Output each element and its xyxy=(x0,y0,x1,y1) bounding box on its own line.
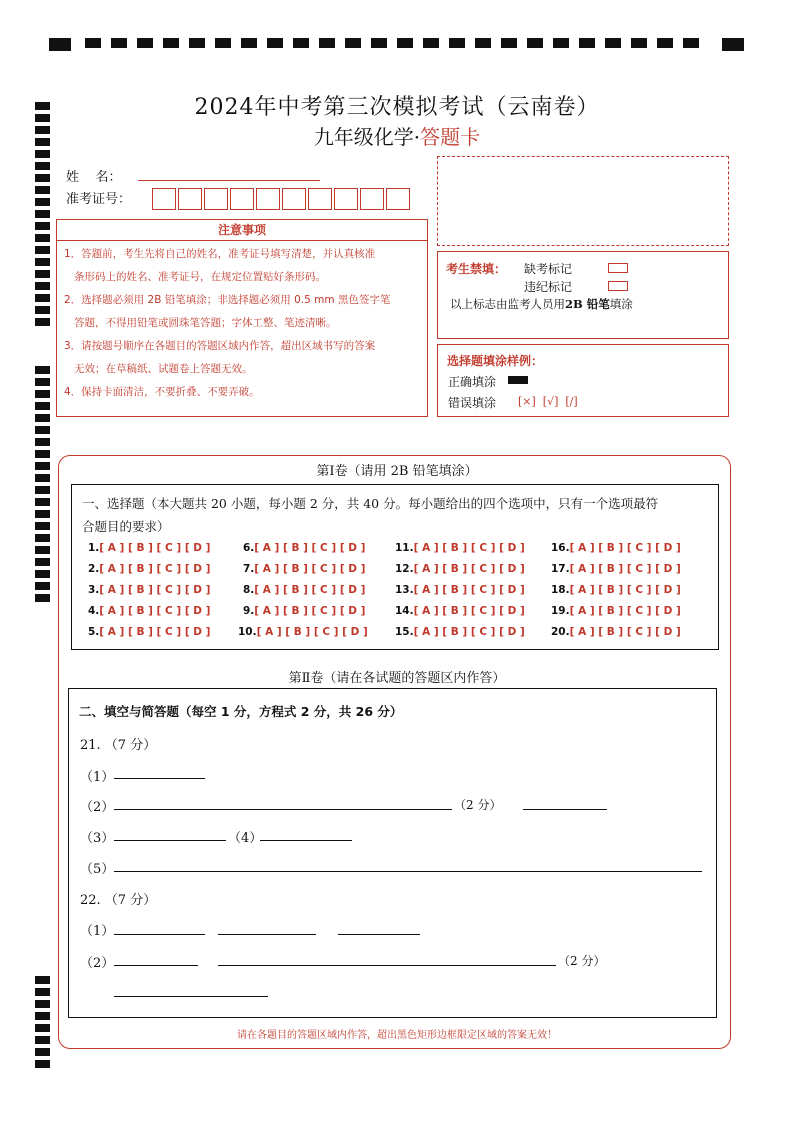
question-8[interactable]: 8.[ A ] [ B ] [ C ] [ D ] xyxy=(243,584,366,596)
question-13[interactable]: 13.[ A ] [ B ] [ C ] [ D ] xyxy=(395,584,525,596)
question-19[interactable]: 19.[ A ] [ B ] [ C ] [ D ] xyxy=(551,605,681,617)
note-line: 无效；在草稿纸、试题卷上答题无效。 xyxy=(64,363,253,375)
q21-answer-5[interactable] xyxy=(114,870,702,872)
id-digit-box[interactable] xyxy=(204,188,228,210)
q21-part5-label: （5） xyxy=(80,862,115,877)
notes-box xyxy=(56,219,428,417)
page-title: 2024年中考第三次模拟考试（云南卷） xyxy=(194,95,600,120)
note-line: 条形码上的姓名、准考证号，在规定位置贴好条形码。 xyxy=(64,271,327,283)
q22-answer-2b[interactable] xyxy=(218,964,607,966)
q21-part1-label: （1） xyxy=(80,770,115,785)
note-line: 答题，不得用铅笔或圆珠笔答题；字体工整、笔迹清晰。 xyxy=(64,317,337,329)
note-line: 2．选择题必须用 2B 铅笔填涂；非选择题必须用 0.5 mm 黑色签字笔 xyxy=(64,294,391,306)
mc-instruction-line1: 一、选择题（本大题共 20 小题，每小题 2 分，共 40 分。每小题给出的四个选项中，只有一个选项最符 xyxy=(82,496,659,511)
id-digit-box[interactable] xyxy=(152,188,176,210)
q21-answer-3[interactable] xyxy=(114,839,226,841)
id-digit-box[interactable] xyxy=(178,188,202,210)
q21-label: 21. （7 分） xyxy=(80,738,157,753)
question-14[interactable]: 14.[ A ] [ B ] [ C ] [ D ] xyxy=(395,605,525,617)
q21-part3-label: （3） xyxy=(80,831,115,846)
q21-answer-4[interactable] xyxy=(260,839,352,841)
forbidden-label: 考生禁填： xyxy=(446,262,507,276)
forbidden-note-bold: 2B 铅笔 xyxy=(565,297,610,311)
subtitle-answer-card: 答题卡 xyxy=(420,125,481,149)
q22-answer-1c[interactable] xyxy=(338,933,420,935)
forbidden-note xyxy=(450,296,633,312)
q22-label: 22. （7 分） xyxy=(80,893,157,908)
question-18[interactable]: 18.[ A ] [ B ] [ C ] [ D ] xyxy=(551,584,681,596)
q22-two-points: （2 分） xyxy=(558,954,606,968)
mc-instruction-line2: 合题目的要求） xyxy=(82,519,170,534)
q21-answer-2b[interactable] xyxy=(523,808,607,810)
fill-answer-box xyxy=(68,688,717,1018)
question-12[interactable]: 12.[ A ] [ B ] [ C ] [ D ] xyxy=(395,563,525,575)
absent-label: 缺考标记 xyxy=(524,262,573,276)
part1-heading: 第Ⅰ卷（请用 2B 铅笔填涂） xyxy=(316,464,478,479)
absent-mark-box[interactable] xyxy=(608,263,628,273)
exam-id-label: 准考证号： xyxy=(66,192,132,207)
q22-answer-1a[interactable] xyxy=(114,933,205,935)
q22-answer-2a[interactable] xyxy=(114,964,198,966)
question-2[interactable]: 2.[ A ] [ B ] [ C ] [ D ] xyxy=(88,563,211,575)
question-7[interactable]: 7.[ A ] [ B ] [ C ] [ D ] xyxy=(243,563,366,575)
notes-title: 注意事项 xyxy=(57,220,427,241)
exam-id-boxes[interactable] xyxy=(152,188,412,210)
q22-part2-label: （2） xyxy=(80,956,115,971)
question-11[interactable]: 11.[ A ] [ B ] [ C ] [ D ] xyxy=(395,542,525,554)
q21-two-points: （2 分） xyxy=(454,798,502,812)
violation-label: 违纪标记 xyxy=(524,280,573,294)
q22-answer-1b[interactable] xyxy=(218,933,316,935)
correct-fill-sample xyxy=(508,376,528,384)
violation-mark-box[interactable] xyxy=(608,281,628,291)
id-digit-box[interactable] xyxy=(334,188,358,210)
question-10[interactable]: 10.[ A ] [ B ] [ C ] [ D ] xyxy=(238,626,368,638)
candidate-forbidden-box xyxy=(437,251,729,339)
subtitle-main: 九年级化学· xyxy=(313,125,421,149)
id-digit-box[interactable] xyxy=(256,188,280,210)
q21-part4-label: （4） xyxy=(228,831,263,846)
question-3[interactable]: 3.[ A ] [ B ] [ C ] [ D ] xyxy=(88,584,211,596)
id-digit-box[interactable] xyxy=(360,188,384,210)
page-subtitle xyxy=(0,121,794,150)
id-digit-box[interactable] xyxy=(308,188,332,210)
part2-heading: 第Ⅱ卷（请在各试题的答题区内作答） xyxy=(288,671,506,686)
id-digit-box[interactable] xyxy=(230,188,254,210)
fill-sample-title: 选择题填涂样例： xyxy=(447,354,544,368)
note-line: 1．答题前，考生先将自己的姓名，准考证号填写清楚，并认真核准 xyxy=(64,248,376,260)
q21-answer-1[interactable] xyxy=(114,777,205,779)
question-9[interactable]: 9.[ A ] [ B ] [ C ] [ D ] xyxy=(243,605,366,617)
id-digit-box[interactable] xyxy=(282,188,306,210)
q22-answer-2c[interactable] xyxy=(114,995,268,997)
barcode-area xyxy=(437,156,729,246)
forbidden-note-prefix: 以上标志由监考人员用 xyxy=(450,297,565,311)
question-17[interactable]: 17.[ A ] [ B ] [ C ] [ D ] xyxy=(551,563,681,575)
name-label: 姓 名： xyxy=(66,170,122,185)
question-6[interactable]: 6.[ A ] [ B ] [ C ] [ D ] xyxy=(243,542,366,554)
q22-part1-label: （1） xyxy=(80,924,115,939)
q21-answer-2a[interactable] xyxy=(114,808,502,810)
question-4[interactable]: 4.[ A ] [ B ] [ C ] [ D ] xyxy=(88,605,211,617)
note-line: 4．保持卡面清洁，不要折叠、不要弄破。 xyxy=(64,386,260,398)
q21-part2-label: （2） xyxy=(80,800,115,815)
wrong-fill-label: 错误填涂 xyxy=(448,396,497,410)
question-1[interactable]: 1.[ A ] [ B ] [ C ] [ D ] xyxy=(88,542,211,554)
fill-sample-box xyxy=(437,344,729,417)
question-5[interactable]: 5.[ A ] [ B ] [ C ] [ D ] xyxy=(88,626,211,638)
correct-fill-label: 正确填涂 xyxy=(448,375,497,389)
wrong-fill-samples: [×] [√] [/] xyxy=(518,395,578,408)
id-digit-box[interactable] xyxy=(386,188,410,210)
question-20[interactable]: 20.[ A ] [ B ] [ C ] [ D ] xyxy=(551,626,681,638)
name-field[interactable] xyxy=(138,180,320,181)
section2-title: 二、填空与简答题（每空 1 分，方程式 2 分，共 26 分） xyxy=(79,704,403,719)
footer-warning: 请在各题目的答题区域内作答，超出黑色矩形边框限定区域的答案无效！ xyxy=(237,1030,557,1041)
question-16[interactable]: 16.[ A ] [ B ] [ C ] [ D ] xyxy=(551,542,681,554)
forbidden-note-suffix: 填涂 xyxy=(609,297,633,311)
question-15[interactable]: 15.[ A ] [ B ] [ C ] [ D ] xyxy=(395,626,525,638)
note-line: 3．请按题号顺序在各题目的答题区域内作答，超出区域书写的答案 xyxy=(64,340,376,352)
